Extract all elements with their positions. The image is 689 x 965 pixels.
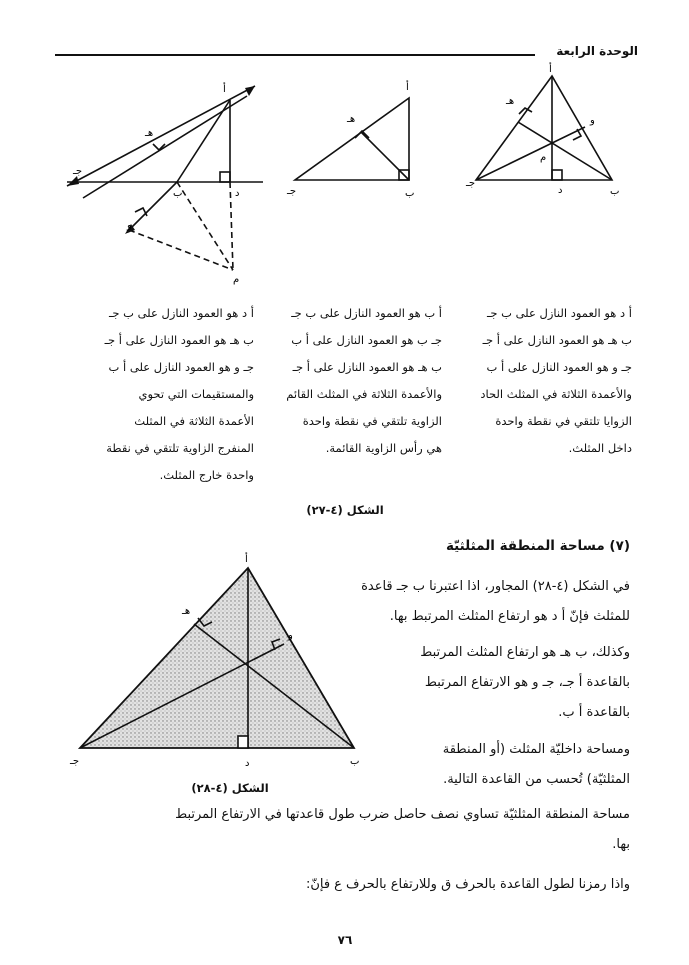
paragraph-line: ومساحة داخليّة المثلث (أو المنطقة bbox=[442, 742, 630, 757]
figure-28-caption: الشكل (٤-٢٨) bbox=[191, 781, 269, 795]
description-line: هي رأس الزاوية القائمة. bbox=[325, 441, 442, 455]
page-number: ٧٦ bbox=[337, 933, 353, 947]
paragraph-line: وكذلك، ب هـ هو ارتفاع المثلث المرتبط bbox=[420, 645, 630, 660]
paragraph-line: بالقاعدة أ ب. bbox=[558, 705, 630, 720]
description-line: والأعمدة الثلاثة في المثلث القائم bbox=[286, 387, 442, 401]
description-line: الزوايا تلتقي في نقطة واحدة bbox=[495, 414, 632, 428]
description-line: الزاوية تلتقي في نقطة واحدة bbox=[302, 414, 442, 428]
figure-right-triangle bbox=[285, 80, 425, 200]
description-line: الأعمدة الثلاثة في المثلث bbox=[134, 414, 254, 428]
figure-acute-triangle-label: م bbox=[540, 152, 547, 163]
figure-obtuse-triangle-label: م bbox=[233, 274, 240, 285]
section-heading: (٧) مساحة المنطقة المثلثيّة bbox=[445, 538, 630, 554]
figure-28-label: ب bbox=[350, 756, 360, 767]
paragraph-3 bbox=[330, 735, 630, 795]
figure-acute-triangle-label: و bbox=[590, 115, 595, 126]
figure-right-triangle-label: أ bbox=[406, 82, 409, 93]
paragraph-5: واذا رمزنا لطول القاعدة بالحرف ق وللارتفاع بالحرف ع فإنّ: bbox=[305, 877, 630, 892]
paragraph-line: مساحة المنطقة المثلثيّة تساوي نصف حاصل ضرب طول قاعدتها في الارتفاع المرتبط bbox=[175, 807, 630, 822]
figure-obtuse-triangle-label: و bbox=[127, 220, 132, 231]
paragraph-line: بالقاعدة أ جـ، جـ و هو الارتفاع المرتبط bbox=[424, 675, 630, 690]
figure-obtuse-triangle-label: هـ bbox=[145, 128, 154, 139]
figure-acute-triangle-label: د bbox=[558, 185, 563, 196]
figure-acute-triangle bbox=[460, 62, 630, 202]
right-triangle-description bbox=[262, 300, 442, 462]
description-line: أ د هو العمود النازل على ب جـ bbox=[108, 306, 254, 320]
paragraph-2 bbox=[330, 638, 630, 728]
figure-obtuse-triangle-label: أ bbox=[223, 84, 226, 95]
figure-28-label: د bbox=[245, 758, 250, 769]
unit-title: الوحدة الرابعة bbox=[556, 44, 638, 58]
paragraph-line: بها. bbox=[612, 837, 630, 852]
description-line: جـ و هو العمود النازل على أ ب bbox=[108, 360, 254, 374]
paragraph-line: المثلثيّة) تُحسب من القاعدة التالية. bbox=[443, 772, 630, 787]
description-line: ب هـ هو العمود النازل على أ جـ bbox=[104, 333, 254, 347]
description-line: والأعمدة الثلاثة في المثلث الحاد bbox=[480, 387, 632, 401]
figure-obtuse-triangle-label: د bbox=[235, 188, 240, 199]
figure-obtuse-triangle-label: ب bbox=[173, 188, 183, 199]
figure-obtuse-triangle-label: جـ bbox=[73, 166, 83, 177]
figure-28-label: هـ bbox=[182, 606, 191, 617]
figure-acute-triangle-label: هـ bbox=[506, 96, 515, 107]
paragraph-1 bbox=[300, 572, 630, 632]
paragraph-4 bbox=[60, 800, 630, 860]
obtuse-triangle-description bbox=[62, 300, 254, 489]
figure-right-triangle-label: ب bbox=[405, 188, 415, 199]
figure-28-label: جـ bbox=[70, 756, 80, 767]
description-line: واحدة خارج المثلث. bbox=[159, 468, 254, 482]
description-line: أ د هو العمود النازل على ب جـ bbox=[486, 306, 632, 320]
description-line: أ ب هو العمود النازل على ب جـ bbox=[291, 306, 442, 320]
figure-acute-triangle-label: ب bbox=[610, 186, 620, 197]
description-line: جـ و هو العمود النازل على أ ب bbox=[486, 360, 632, 374]
acute-triangle-description bbox=[452, 300, 632, 462]
description-line: المنفرج الزاوية تلتقي في نقطة bbox=[106, 441, 254, 455]
description-line: جـ ب هو العمود النازل على أ ب bbox=[291, 333, 442, 347]
paragraph-line: في الشكل (٤-٢٨) المجاور، اذا اعتبرنا ب جـ قاعدة bbox=[361, 579, 630, 594]
description-line: ب هـ هو العمود النازل على أ جـ bbox=[482, 333, 632, 347]
header-rule bbox=[55, 54, 535, 56]
figure-28-label: و bbox=[288, 630, 293, 641]
figure-acute-triangle-label: جـ bbox=[466, 178, 476, 189]
figure-acute-triangle-label: أ bbox=[549, 64, 552, 75]
paragraph-line: للمثلث فإنّ أ د هو ارتفاع المثلث المرتبط بها. bbox=[389, 609, 630, 624]
description-line: ب هـ هو العمود النازل على أ جـ bbox=[292, 360, 442, 374]
figure-right-triangle-label: جـ bbox=[287, 186, 297, 197]
figure-obtuse-triangle bbox=[65, 78, 265, 283]
figure-right-triangle-label: هـ bbox=[347, 114, 356, 125]
description-line: والمستقيمات التي تحوي bbox=[138, 387, 254, 401]
figure-28-label: أ bbox=[245, 554, 248, 565]
description-line: داخل المثلث. bbox=[568, 441, 632, 455]
figure-27-caption: الشكل (٤-٢٧) bbox=[306, 503, 384, 517]
